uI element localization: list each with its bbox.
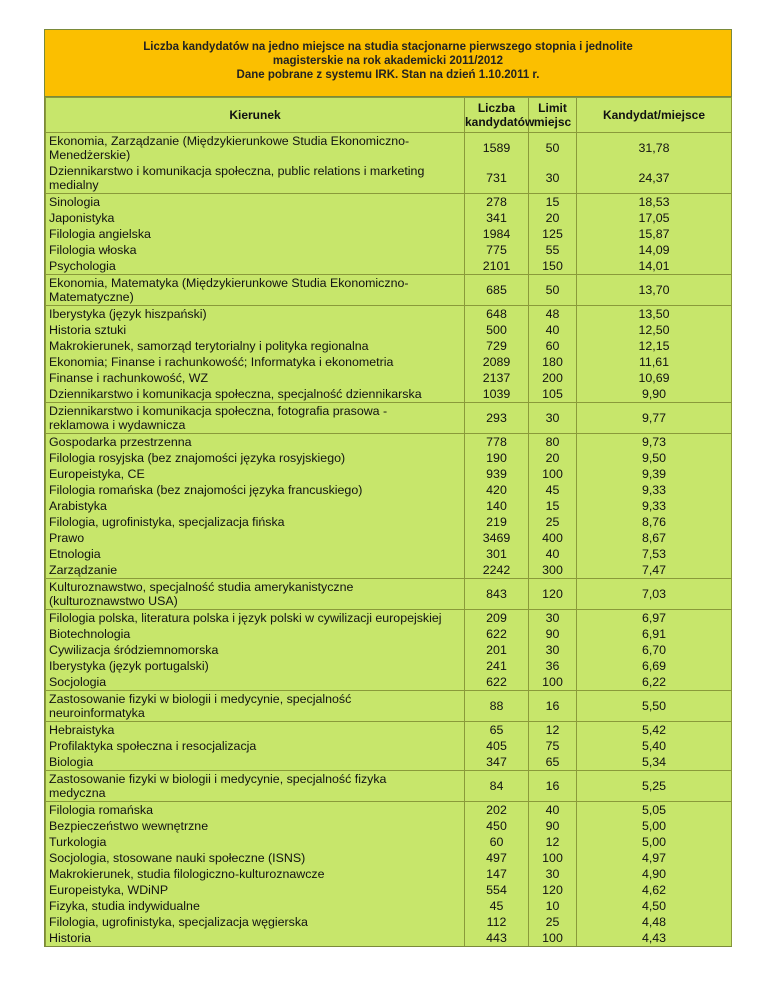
- cell-kierunek: [46, 354, 465, 370]
- table-header-row: [46, 98, 732, 133]
- kierunek-text: Historia: [49, 931, 91, 945]
- kierunek-text: Filologia, ugrofinistyka, specjalizacja węgierska: [49, 915, 308, 929]
- cell-ratio: 5,34: [577, 754, 732, 771]
- cell-candidates: 843: [465, 579, 529, 610]
- cell-kierunek: [46, 450, 465, 466]
- table-row: [46, 434, 732, 451]
- cell-limit: 120: [529, 579, 577, 610]
- cell-ratio: 9,39: [577, 466, 732, 482]
- cell-limit: 50: [529, 275, 577, 306]
- cell-limit: 55: [529, 242, 577, 258]
- table-row: [46, 514, 732, 530]
- table-row: [46, 562, 732, 579]
- cell-limit: 100: [529, 674, 577, 691]
- cell-candidates: 209: [465, 610, 529, 627]
- cell-candidates: 45: [465, 898, 529, 914]
- cell-kierunek: [46, 498, 465, 514]
- cell-kierunek: [46, 642, 465, 658]
- cell-limit: 20: [529, 450, 577, 466]
- cell-limit: 30: [529, 642, 577, 658]
- header-limit-line2: miejsc: [533, 115, 572, 129]
- cell-candidates: 2101: [465, 258, 529, 275]
- cell-kierunek: [46, 275, 465, 306]
- cell-limit: 40: [529, 322, 577, 338]
- cell-limit: 65: [529, 754, 577, 771]
- cell-kierunek: [46, 930, 465, 946]
- kierunek-text: Filologia polska, literatura polska i język polski w cywilizacji europejskiej: [49, 611, 442, 625]
- cell-candidates: 219: [465, 514, 529, 530]
- cell-kierunek: [46, 914, 465, 930]
- table-body: [46, 133, 732, 947]
- title-banner: [45, 30, 731, 97]
- cell-kierunek: [46, 370, 465, 386]
- cell-kierunek: [46, 850, 465, 866]
- kierunek-text: Finanse i rachunkowość, WZ: [49, 371, 209, 385]
- cell-candidates: 729: [465, 338, 529, 354]
- cell-candidates: 1039: [465, 386, 529, 403]
- cell-kierunek: [46, 834, 465, 850]
- kierunek-text: Iberystyka (język portugalski): [49, 659, 209, 673]
- cell-ratio: 6,91: [577, 626, 732, 642]
- kierunek-text: Makrokierunek, studia filologiczno-kulturoznawcze: [49, 867, 325, 881]
- cell-ratio: 8,76: [577, 514, 732, 530]
- cell-limit: 100: [529, 930, 577, 946]
- cell-limit: 25: [529, 514, 577, 530]
- cell-ratio: 4,97: [577, 850, 732, 866]
- header-liczba: [465, 98, 535, 133]
- cell-candidates: 775: [465, 242, 529, 258]
- table-row: [46, 818, 732, 834]
- table-row: [46, 914, 732, 930]
- cell-ratio: 5,25: [577, 771, 732, 802]
- cell-limit: 15: [529, 194, 577, 211]
- kierunek-text: Ekonomia; Finanse i rachunkowość; Informatyka i ekonometria: [49, 355, 394, 369]
- cell-ratio: 24,37: [577, 163, 732, 194]
- kierunek-text: Europeistyka, CE: [49, 467, 145, 481]
- header-liczba-line2: kandydatów: [465, 115, 535, 129]
- cell-ratio: 9,33: [577, 482, 732, 498]
- cell-ratio: 6,70: [577, 642, 732, 658]
- kierunek-text: medyczna: [49, 786, 106, 800]
- kierunek-text: Biotechnologia: [49, 627, 131, 641]
- cell-kierunek: [46, 691, 465, 722]
- header-kierunek: Kierunek: [46, 98, 465, 133]
- table-row: [46, 242, 732, 258]
- table-row: [46, 882, 732, 898]
- cell-candidates: 2242: [465, 562, 529, 579]
- cell-kierunek: [46, 771, 465, 802]
- cell-limit: 10: [529, 898, 577, 914]
- cell-ratio: 5,00: [577, 818, 732, 834]
- table-row: [46, 930, 732, 946]
- kierunek-text: (kulturoznawstwo USA): [49, 594, 178, 608]
- cell-kierunek: [46, 818, 465, 834]
- kierunek-text: Europeistyka, WDiNP: [49, 883, 169, 897]
- kierunek-text: Menedżerskie): [49, 148, 131, 162]
- cell-ratio: 6,22: [577, 674, 732, 691]
- cell-limit: 200: [529, 370, 577, 386]
- cell-kierunek: [46, 163, 465, 194]
- cell-candidates: 500: [465, 322, 529, 338]
- cell-kierunek: [46, 386, 465, 403]
- kierunek-text: Cywilizacja śródziemnomorska: [49, 643, 219, 657]
- cell-limit: 50: [529, 133, 577, 164]
- cell-candidates: 443: [465, 930, 529, 946]
- cell-ratio: 4,43: [577, 930, 732, 946]
- cell-candidates: 622: [465, 674, 529, 691]
- cell-ratio: 8,67: [577, 530, 732, 546]
- cell-kierunek: [46, 610, 465, 627]
- table-row: [46, 466, 732, 482]
- cell-ratio: 14,01: [577, 258, 732, 275]
- cell-kierunek: [46, 514, 465, 530]
- kierunek-text: neuroinformatyka: [49, 706, 145, 720]
- kierunek-text: Makrokierunek, samorząd terytorialny i polityka regionalna: [49, 339, 369, 353]
- cell-candidates: 112: [465, 914, 529, 930]
- kierunek-text: Filologia rosyjska (bez znajomości języka rosyjskiego): [49, 451, 346, 465]
- cell-ratio: 31,78: [577, 133, 732, 164]
- cell-kierunek: [46, 754, 465, 771]
- kierunek-text: Socjologia, stosowane nauki społeczne (ISNS): [49, 851, 306, 865]
- cell-ratio: 4,62: [577, 882, 732, 898]
- table-row: [46, 610, 732, 627]
- cell-limit: 40: [529, 802, 577, 819]
- cell-kierunek: [46, 322, 465, 338]
- table-row: [46, 163, 732, 194]
- kierunek-text: Turkologia: [49, 835, 107, 849]
- cell-ratio: 6,97: [577, 610, 732, 627]
- table-row: [46, 338, 732, 354]
- cell-candidates: 420: [465, 482, 529, 498]
- cell-candidates: 202: [465, 802, 529, 819]
- table-row: [46, 850, 732, 866]
- cell-limit: 150: [529, 258, 577, 275]
- cell-limit: 45: [529, 482, 577, 498]
- cell-kierunek: [46, 242, 465, 258]
- kierunek-text: Psychologia: [49, 259, 116, 273]
- cell-limit: 60: [529, 338, 577, 354]
- cell-kierunek: [46, 226, 465, 242]
- cell-limit: 36: [529, 658, 577, 674]
- kierunek-text: Dziennikarstwo i komunikacja społeczna, specjalność dziennikarska: [49, 387, 422, 401]
- kierunek-text: medialny: [49, 178, 99, 192]
- kierunek-text: Fizyka, studia indywidualne: [49, 899, 200, 913]
- cell-ratio: 14,09: [577, 242, 732, 258]
- table-row: [46, 834, 732, 850]
- cell-candidates: 84: [465, 771, 529, 802]
- kierunek-text: Etnologia: [49, 547, 101, 561]
- cell-candidates: 241: [465, 658, 529, 674]
- kierunek-text: Filologia angielska: [49, 227, 151, 241]
- cell-ratio: 7,47: [577, 562, 732, 579]
- kierunek-text: Ekonomia, Zarządzanie (Międzykierunkowe Studia Ekonomiczno-: [49, 134, 410, 148]
- cell-candidates: 301: [465, 546, 529, 562]
- table-row: [46, 802, 732, 819]
- cell-candidates: 450: [465, 818, 529, 834]
- cell-candidates: 778: [465, 434, 529, 451]
- cell-kierunek: [46, 403, 465, 434]
- kierunek-text: Dziennikarstwo i komunikacja społeczna, public relations i marketing: [49, 164, 425, 178]
- cell-ratio: 18,53: [577, 194, 732, 211]
- cell-kierunek: [46, 738, 465, 754]
- kierunek-text: Dziennikarstwo i komunikacja społeczna, fotografia prasowa -: [49, 404, 388, 418]
- cell-ratio: 12,50: [577, 322, 732, 338]
- cell-limit: 16: [529, 691, 577, 722]
- cell-ratio: 7,53: [577, 546, 732, 562]
- cell-kierunek: [46, 482, 465, 498]
- table-row: [46, 210, 732, 226]
- cell-candidates: 88: [465, 691, 529, 722]
- cell-kierunek: [46, 194, 465, 211]
- cell-limit: 80: [529, 434, 577, 451]
- kierunek-text: Filologia włoska: [49, 243, 137, 257]
- header-ratio: Kandydat/miejsce: [577, 98, 732, 133]
- cell-ratio: 17,05: [577, 210, 732, 226]
- kierunek-text: Profilaktyka społeczna i resocjalizacja: [49, 739, 257, 753]
- cell-ratio: 7,03: [577, 579, 732, 610]
- table-row: [46, 642, 732, 658]
- kierunek-text: Historia sztuki: [49, 323, 127, 337]
- table-row: [46, 354, 732, 370]
- cell-limit: 100: [529, 850, 577, 866]
- cell-kierunek: [46, 674, 465, 691]
- table-row: [46, 658, 732, 674]
- table-row: [46, 194, 732, 211]
- kierunek-text: Iberystyka (język hiszpański): [49, 307, 207, 321]
- cell-candidates: 341: [465, 210, 529, 226]
- cell-limit: 90: [529, 818, 577, 834]
- cell-candidates: 140: [465, 498, 529, 514]
- cell-candidates: 2089: [465, 354, 529, 370]
- cell-candidates: 497: [465, 850, 529, 866]
- cell-ratio: 13,50: [577, 306, 732, 323]
- table-row: [46, 771, 732, 802]
- table-row: [46, 754, 732, 771]
- table-row: [46, 530, 732, 546]
- cell-kierunek: [46, 658, 465, 674]
- table-row: [46, 546, 732, 562]
- cell-kierunek: [46, 133, 465, 164]
- table-row: [46, 722, 732, 739]
- cell-limit: 120: [529, 882, 577, 898]
- cell-candidates: 65: [465, 722, 529, 739]
- table-row: [46, 898, 732, 914]
- cell-candidates: 554: [465, 882, 529, 898]
- cell-kierunek: [46, 466, 465, 482]
- cell-candidates: 3469: [465, 530, 529, 546]
- cell-candidates: 201: [465, 642, 529, 658]
- table-row: [46, 258, 732, 275]
- cell-limit: 48: [529, 306, 577, 323]
- kierunek-text: Hebraistyka: [49, 723, 115, 737]
- cell-kierunek: [46, 434, 465, 451]
- cell-limit: 15: [529, 498, 577, 514]
- cell-kierunek: [46, 882, 465, 898]
- cell-kierunek: [46, 258, 465, 275]
- kierunek-text: Prawo: [49, 531, 85, 545]
- table-row: [46, 738, 732, 754]
- cell-limit: 25: [529, 914, 577, 930]
- table-row: [46, 133, 732, 164]
- cell-limit: 90: [529, 626, 577, 642]
- table-row: [46, 498, 732, 514]
- cell-ratio: 9,90: [577, 386, 732, 403]
- cell-ratio: 4,50: [577, 898, 732, 914]
- kierunek-text: Zastosowanie fizyki w biologii i medycynie, specjalność fizyka: [49, 772, 387, 786]
- cell-ratio: 5,00: [577, 834, 732, 850]
- cell-ratio: 12,15: [577, 338, 732, 354]
- kierunek-text: Socjologia: [49, 675, 107, 689]
- cell-ratio: 4,48: [577, 914, 732, 930]
- cell-kierunek: [46, 546, 465, 562]
- cell-kierunek: [46, 898, 465, 914]
- kierunek-text: Biologia: [49, 755, 94, 769]
- cell-ratio: 10,69: [577, 370, 732, 386]
- cell-candidates: 405: [465, 738, 529, 754]
- cell-candidates: 2137: [465, 370, 529, 386]
- cell-kierunek: [46, 802, 465, 819]
- kierunek-text: Filologia, ugrofinistyka, specjalizacja fińska: [49, 515, 285, 529]
- header-limit: [529, 98, 577, 133]
- table-row: [46, 322, 732, 338]
- cell-candidates: 190: [465, 450, 529, 466]
- table-row: [46, 691, 732, 722]
- title-line: Liczba kandydatów na jedno miejsce na studia stacjonarne pierwszego stopnia i jednolite: [143, 41, 633, 53]
- cell-limit: 30: [529, 163, 577, 194]
- candidates-table: [45, 97, 732, 946]
- cell-ratio: 11,61: [577, 354, 732, 370]
- cell-candidates: 731: [465, 163, 529, 194]
- cell-ratio: 9,50: [577, 450, 732, 466]
- table-row: [46, 450, 732, 466]
- cell-candidates: 278: [465, 194, 529, 211]
- cell-kierunek: [46, 579, 465, 610]
- kierunek-text: Japonistyka: [49, 211, 115, 225]
- header-liczba-line1: Liczba: [477, 101, 516, 115]
- cell-limit: 180: [529, 354, 577, 370]
- cell-kierunek: [46, 306, 465, 323]
- table-row: [46, 866, 732, 882]
- cell-kierunek: [46, 210, 465, 226]
- cell-limit: 30: [529, 866, 577, 882]
- table-row: [46, 674, 732, 691]
- title-line: Dane pobrane z systemu IRK. Stan na dzień 1.10.2011 r.: [236, 69, 540, 81]
- cell-ratio: 6,69: [577, 658, 732, 674]
- cell-ratio: 13,70: [577, 275, 732, 306]
- cell-limit: 30: [529, 403, 577, 434]
- cell-limit: 30: [529, 610, 577, 627]
- cell-limit: 12: [529, 722, 577, 739]
- cell-candidates: 60: [465, 834, 529, 850]
- cell-limit: 125: [529, 226, 577, 242]
- cell-limit: 20: [529, 210, 577, 226]
- cell-candidates: 648: [465, 306, 529, 323]
- title-line: magisterskie na rok akademicki 2011/2012: [272, 55, 504, 67]
- cell-candidates: 685: [465, 275, 529, 306]
- kierunek-text: Zarządzanie: [49, 563, 118, 577]
- cell-candidates: 939: [465, 466, 529, 482]
- table-row: [46, 403, 732, 434]
- table-row: [46, 275, 732, 306]
- cell-limit: 12: [529, 834, 577, 850]
- cell-limit: 105: [529, 386, 577, 403]
- cell-limit: 400: [529, 530, 577, 546]
- table-row: [46, 579, 732, 610]
- cell-ratio: 9,77: [577, 403, 732, 434]
- cell-limit: 300: [529, 562, 577, 579]
- cell-ratio: 4,90: [577, 866, 732, 882]
- table-row: [46, 482, 732, 498]
- table-row: [46, 370, 732, 386]
- kierunek-text: Matematyczne): [49, 290, 134, 304]
- cell-kierunek: [46, 626, 465, 642]
- kierunek-text: Zastosowanie fizyki w biologii i medycynie, specjalność: [49, 692, 352, 706]
- cell-ratio: 5,42: [577, 722, 732, 739]
- kierunek-text: Filologia romańska (bez znajomości języka francuskiego): [49, 483, 363, 497]
- document-frame: [44, 29, 732, 947]
- table-row: [46, 626, 732, 642]
- cell-ratio: 9,33: [577, 498, 732, 514]
- table-row: [46, 226, 732, 242]
- table-row: [46, 306, 732, 323]
- table-row: [46, 386, 732, 403]
- cell-candidates: 1589: [465, 133, 529, 164]
- kierunek-text: Bezpieczeństwo wewnętrzne: [49, 819, 209, 833]
- cell-limit: 16: [529, 771, 577, 802]
- cell-candidates: 622: [465, 626, 529, 642]
- kierunek-text: reklamowa i wydawnicza: [49, 418, 186, 432]
- kierunek-text: Sinologia: [49, 195, 100, 209]
- cell-candidates: 147: [465, 866, 529, 882]
- cell-kierunek: [46, 562, 465, 579]
- cell-kierunek: [46, 722, 465, 739]
- cell-kierunek: [46, 338, 465, 354]
- cell-candidates: 293: [465, 403, 529, 434]
- cell-ratio: 5,40: [577, 738, 732, 754]
- kierunek-text: Ekonomia, Matematyka (Międzykierunkowe Studia Ekonomiczno-: [49, 276, 409, 290]
- cell-kierunek: [46, 866, 465, 882]
- cell-candidates: 347: [465, 754, 529, 771]
- cell-ratio: 5,50: [577, 691, 732, 722]
- cell-kierunek: [46, 530, 465, 546]
- cell-limit: 100: [529, 466, 577, 482]
- cell-limit: 75: [529, 738, 577, 754]
- cell-ratio: 5,05: [577, 802, 732, 819]
- header-limit-line1: Limit: [538, 101, 567, 115]
- cell-candidates: 1984: [465, 226, 529, 242]
- cell-ratio: 9,73: [577, 434, 732, 451]
- kierunek-text: Gospodarka przestrzenna: [49, 435, 192, 449]
- cell-ratio: 15,87: [577, 226, 732, 242]
- kierunek-text: Filologia romańska: [49, 803, 153, 817]
- cell-limit: 40: [529, 546, 577, 562]
- kierunek-text: Kulturoznawstwo, specjalność studia amerykanistyczne: [49, 580, 354, 594]
- kierunek-text: Arabistyka: [49, 499, 107, 513]
